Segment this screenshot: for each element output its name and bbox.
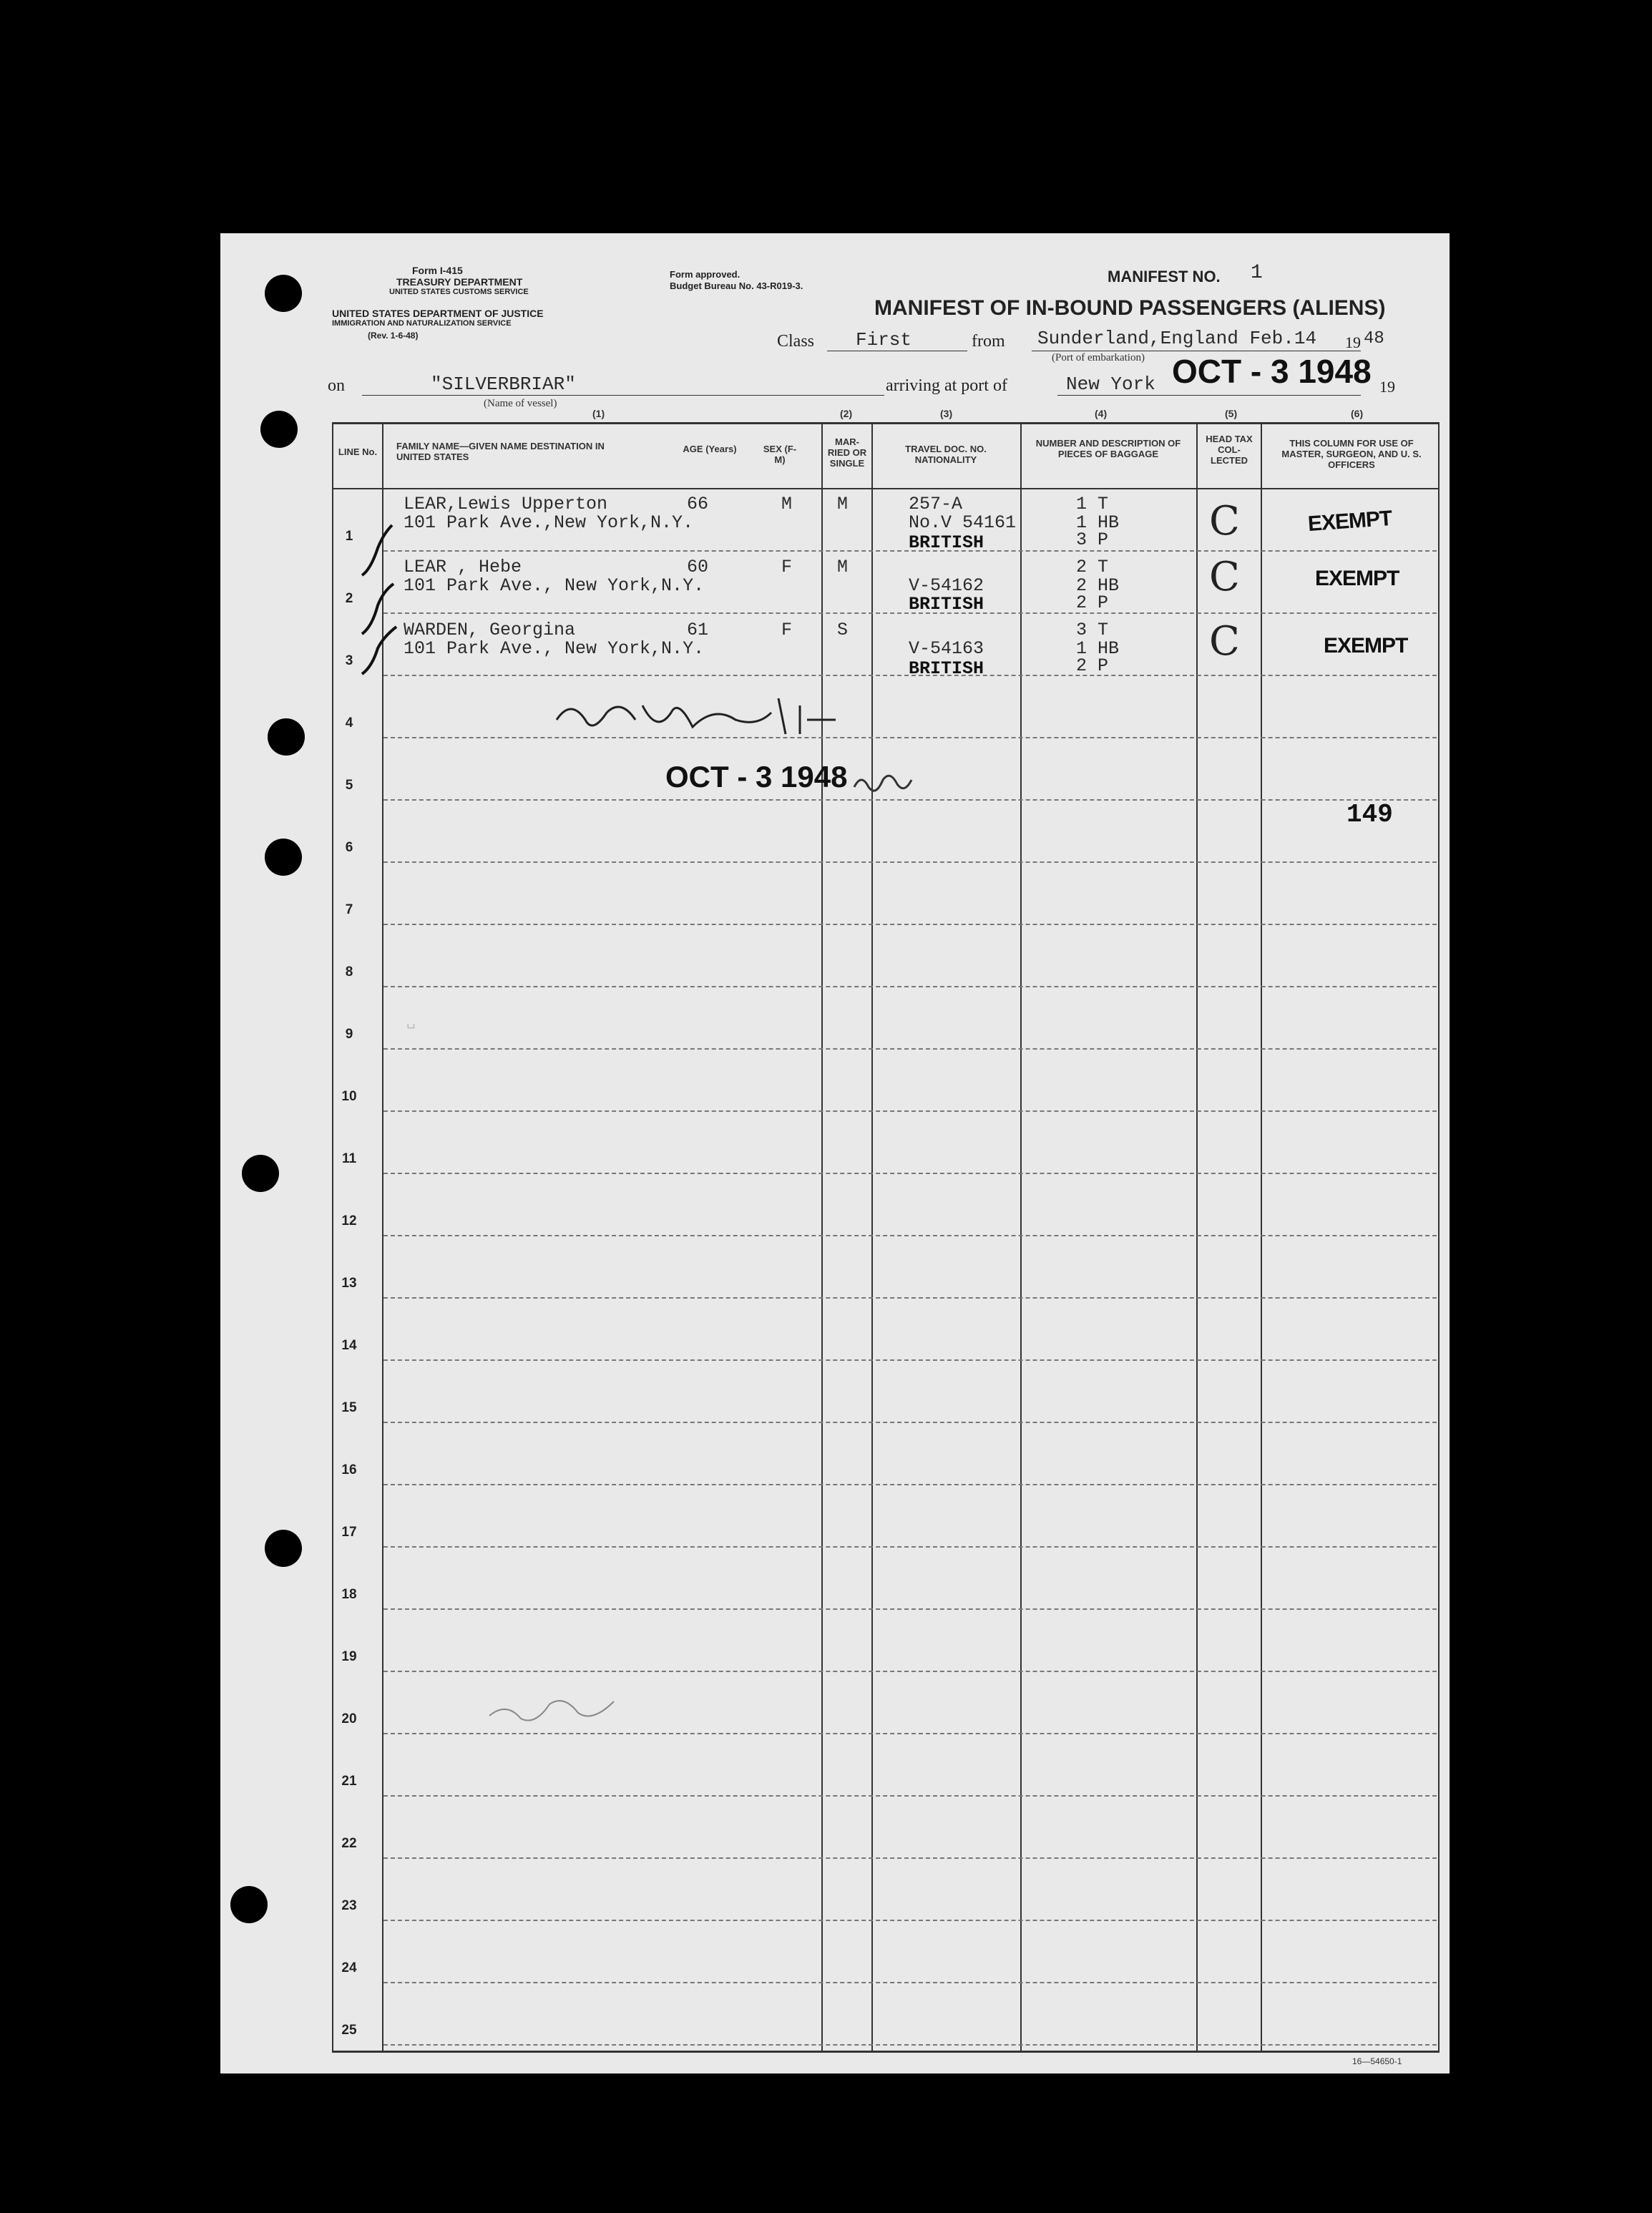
passenger-3-doc: V-54163 [909,638,984,659]
vessel-caption: (Name of vessel) [484,398,557,409]
line-number: 16 [341,1462,357,1477]
class-value: First [856,329,912,351]
col-header-head-tax: HEAD TAX COL-LECTED [1206,434,1253,466]
treasury-label: TREASURY DEPARTMENT [396,276,523,288]
punch-hole [265,839,302,876]
line-number: 4 [345,715,353,731]
passenger-1-bag3: 3 P [1076,529,1109,550]
officer-signature [549,691,850,748]
manifest-no-label: MANIFEST NO. [1108,268,1221,285]
passenger-3-bag1: 3 T [1076,620,1109,640]
col-num-5: (5) [1225,408,1238,419]
arriving-value: New York [1066,373,1155,395]
passenger-2-age: 60 [687,557,709,577]
col-num-2: (2) [840,408,853,419]
customs-label: UNITED STATES CUSTOMS SERVICE [389,288,529,296]
line-number: 21 [341,1774,357,1789]
ins-label: IMMIGRATION AND NATURALIZATION SERVICE [332,319,512,328]
passenger-1-doc-number: No.V 54161 [909,512,1017,533]
passenger-1-dest: 101 Park Ave.,New York,N.Y. [404,512,694,533]
passenger-2-bag3: 2 P [1076,592,1109,613]
passenger-2-doc: V-54162 [909,575,984,596]
col-num-3: (3) [940,408,953,419]
budget-label: Budget Bureau No. 43-R019-3. [670,280,803,291]
passenger-3-tax: C [1209,618,1240,665]
line-number: 13 [341,1276,357,1291]
line-number: 18 [341,1587,357,1602]
passenger-2-tax: C [1209,554,1240,600]
col-header-travel-doc: TRAVEL DOC. NO. NATIONALITY [905,444,987,465]
faint-scribble [485,1687,628,1730]
year-suffix: 48 [1364,329,1384,348]
port-caption: (Port of embarkation) [1052,352,1145,363]
punch-hole [230,1886,268,1923]
passenger-2-dest: 101 Park Ave., New York,N.Y. [404,575,705,596]
passenger-3-bag2: 1 HB [1076,638,1120,659]
col-header-officers: THIS COLUMN FOR USE OF MASTER, SURGEON, AND U. S. OFFICERS [1281,438,1422,470]
line-number: 10 [341,1089,357,1104]
row-line [383,2044,1437,2046]
line-number: 20 [341,1711,357,1726]
line-number: 14 [341,1338,357,1353]
col-header-age: AGE (Years) [683,444,737,454]
passenger-1-name: LEAR,Lewis Upperton [404,494,608,514]
year2-prefix: 19 [1379,378,1395,396]
punch-hole [242,1155,279,1192]
line-number: 24 [341,1960,357,1975]
passenger-1-age: 66 [687,494,709,514]
line-number: 22 [341,1836,357,1851]
line-number: 3 [345,653,353,668]
row-line [383,1110,1437,1112]
passenger-1-doc: 257-A [909,494,963,514]
passenger-1-tax: C [1209,498,1240,544]
passenger-3-exempt-stamp: EXEMPT [1324,634,1408,658]
year-prefix: 19 [1345,333,1361,351]
line-number: 7 [345,902,353,917]
row-line [383,1795,1437,1797]
vessel-value: "SILVERBRIAR" [431,373,576,395]
passenger-2-bag2: 2 HB [1076,575,1120,596]
page-title: MANIFEST OF IN-BOUND PASSENGERS (ALIENS) [874,296,1386,320]
punch-hole [265,275,302,312]
passenger-1-bag2: 1 HB [1076,512,1120,533]
passenger-3-sex: F [781,620,793,640]
passenger-3-name: WARDEN, Georgina [404,620,576,640]
arrival-date-stamp: OCT - 3 1948 [1172,353,1372,390]
on-label: on [328,376,345,395]
passenger-3-marital: S [837,620,849,640]
row-line [383,1733,1437,1734]
page-count: 149 [1346,800,1393,829]
justice-label: UNITED STATES DEPARTMENT OF JUSTICE [332,308,544,319]
passenger-1-sex: M [781,494,793,514]
row-line [383,1173,1437,1174]
footer-code: 16—54650-1 [1352,2056,1402,2066]
row-line [383,1048,1437,1050]
passenger-1-exempt-stamp: EXEMPT [1306,506,1393,537]
col-header-line: LINE No. [338,446,378,457]
col-num-1: (1) [592,408,605,419]
col-num-6: (6) [1351,408,1364,419]
passenger-3-dest: 101 Park Ave., New York,N.Y. [404,638,705,659]
manifest-no-value: 1 [1251,262,1263,284]
passenger-3-nationality: BRITISH [909,658,984,679]
row-line [383,861,1437,863]
rev-label: (Rev. 1-6-48) [368,331,419,341]
row-line [383,1297,1437,1299]
class-label: Class [777,332,815,351]
passenger-1-nationality: BRITISH [909,532,984,553]
row-line [383,1982,1437,1983]
arriving-label: arriving at port of [886,376,1007,395]
manifest-page: Form I-415 TREASURY DEPARTMENT UNITED STATES CUSTOMS SERVICE UNITED STATES DEPARTMENT OF JUSTICE IMMIGRATION AND NATURALIZATION SERVICE (Rev. 1-6-48) Form approved. Budget Bureau No. 43-R019-3. MANIFEST NO. 1 MANIFEST OF IN-BOUND PASSENGERS (ALIENS) Class First from Sunderland,England Feb.14 19 48 (Port of embarkation) on "SILVERBRIAR" (Name of vessel) arriving at port of New York OCT - 3 1948 19 (1) (2) (3) (4) (5) (6) LINE No. FAMILY NAME—GIVEN NAME DESTINATION IN UNITED STATES AGE (Years) SEX (F-M) MAR-RIED OR SINGLE TRAVEL DOC. NO. NATIONALITY NUMBER AND DESCRIPTION OF PIECES OF BAGGAGE HEAD TAX COL-LECTED THIS COLUMN FOR USE OF MASTER, SURGEON, AND U. S. OFFICERS 1 2 3 4 5 6 7 8 9 10 11 12 13 14 15 16 17 18 19 20 21 22 23 24 25 ␣ LEAR,Lewis Upperton 101 Park Ave.,New York,N.Y. 66 M M 257-A No.V 54161 BRITISH 1 T 1 HB 3 P C EXEMPT LEAR , Hebe 101 Park Ave., New York,N.Y. 60 F M V-54162 BRITISH 2 T 2 HB 2 P C EXEMPT WARDEN, Georgina 101 Park Ave., New York,N.Y. 61 F S V-54163 BRITISH 3 T 1 HB 2 P C EXEMPT OCT - 3 1948 149 16—54650-1 [220,233,1450,2073]
punch-hole [268,718,305,756]
line-number: 23 [341,1898,357,1913]
passenger-3-age: 61 [687,620,709,640]
form-number: Form I-415 [412,265,463,276]
passenger-2-name: LEAR , Hebe [404,557,522,577]
passenger-3-bag3: 2 P [1076,655,1109,676]
line-number: 12 [341,1213,357,1228]
punch-hole [260,411,298,448]
row-line [383,1608,1437,1610]
row-line [383,1422,1437,1423]
passenger-2-bag1: 2 T [1076,557,1109,577]
line-number: 8 [345,964,353,980]
from-value: Sunderland,England Feb.14 [1037,328,1317,349]
line-number: 15 [341,1400,357,1415]
passenger-1-marital: M [837,494,849,514]
passenger-2-sex: F [781,557,793,577]
col-num-4: (4) [1095,408,1108,419]
check-marks [356,519,414,677]
row-line [383,1671,1437,1672]
row-line [383,1235,1437,1236]
line-number: 11 [341,1151,357,1166]
row-line [383,986,1437,987]
from-label: from [972,332,1005,351]
date-stamp: OCT - 3 1948 [665,760,848,793]
line-number: 19 [341,1649,357,1664]
col-header-name: FAMILY NAME—GIVEN NAME DESTINATION IN UNITED STATES [396,441,605,462]
col-header-sex: SEX (F-M) [763,444,797,465]
passenger-1-bag1: 1 T [1076,494,1109,514]
line-number: 17 [341,1525,357,1540]
line-number: 2 [345,591,353,606]
row-line [383,924,1437,925]
line-number: 25 [341,2023,357,2038]
col-header-married: MAR-RIED OR SINGLE [827,436,867,469]
punch-hole [265,1530,302,1567]
row-line [383,1484,1437,1485]
row-line [383,1920,1437,1921]
passenger-2-marital: M [837,557,849,577]
passenger-2-nationality: BRITISH [909,594,984,615]
initials-mark [850,766,914,801]
row-line [383,1359,1437,1361]
passenger-2-exempt-stamp: EXEMPT [1315,567,1399,590]
line-number: 6 [345,840,353,855]
line-number: 1 [345,529,353,544]
line-number: 9 [345,1027,353,1042]
line-number: 5 [345,778,353,793]
row-line [383,737,1437,738]
col-header-baggage: NUMBER AND DESCRIPTION OF PIECES OF BAGGAGE [1035,438,1181,459]
approved-label: Form approved. [670,269,741,280]
row-line [383,1857,1437,1859]
row-line [383,1546,1437,1548]
